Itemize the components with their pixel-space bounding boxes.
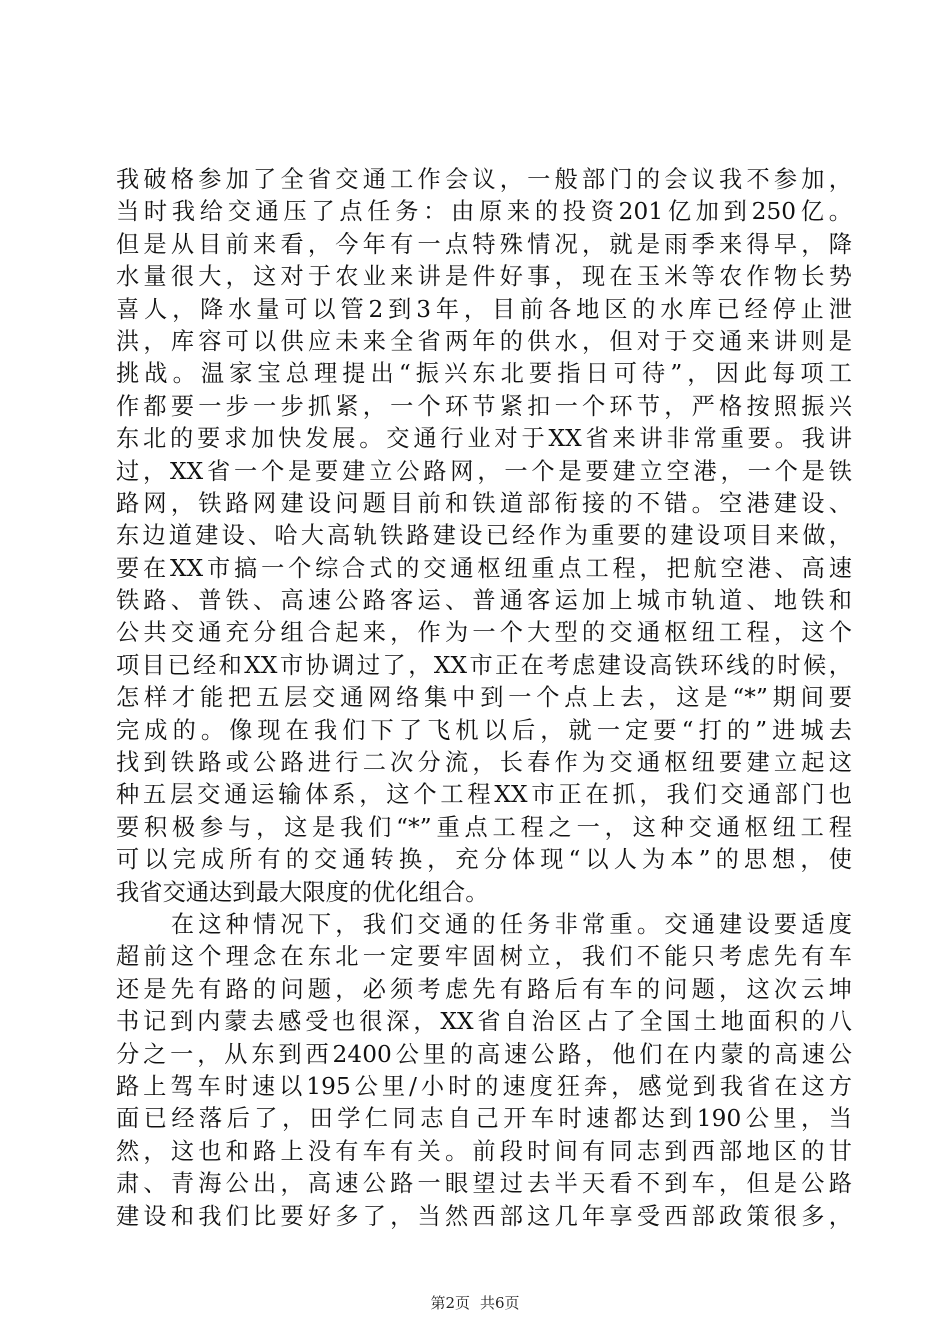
text-line: 建设和我们比要好多了，当然西部这几年享受西部政策很多，: [116, 1202, 852, 1230]
text-line: 作都要一步一步抓紧，一个环节紧扣一个环节，严格按照振兴: [116, 392, 852, 420]
text-line: 书记到内蒙去感受也很深，XX省自治区占了全国土地面积的八: [116, 1008, 852, 1036]
text-line: 公共交通充分组合起来，作为一个大型的交通枢纽工程，这个: [116, 619, 852, 647]
text-line: 喜人，降水量可以管2到3年，目前各地区的水库已经停止泄: [116, 295, 852, 323]
text-line: 分之一，从东到西2400公里的高速公路，他们在内蒙的高速公: [116, 1040, 852, 1068]
text-line: 铁路、普铁、高速公路客运、普通客运加上城市轨道、地铁和: [116, 587, 852, 615]
page-number: 第2页: [430, 1294, 470, 1312]
text-line: 超前这个理念在东北一定要牢固树立，我们不能只考虑先有车: [116, 943, 852, 971]
text-line: 种五层交通运输体系，这个工程XX市正在抓，我们交通部门也: [116, 781, 852, 809]
text-line: 过，XX省一个是要建立公路网，一个是要建立空港，一个是铁: [116, 457, 852, 485]
text-line: 找到铁路或公路进行二次分流，长春作为交通枢纽要建立起这: [116, 749, 852, 777]
text-line: 当时我给交通压了点任务：由原来的投资201亿加到250亿。: [116, 198, 852, 226]
body-text: [116, 164, 852, 1233]
text-line: 在这种情况下，我们交通的任务非常重。交通建设要适度: [116, 910, 852, 938]
page-footer: [0, 1292, 950, 1313]
text-line: 可以完成所有的交通转换，充分体现“以人为本”的思想，使: [116, 846, 852, 874]
text-line: 然，这也和路上没有车有关。前段时间有同志到西部地区的甘: [116, 1137, 852, 1165]
text-line: 要在XX市搞一个综合式的交通枢纽重点工程，把航空港、高速: [116, 554, 852, 582]
text-line: 项目已经和XX市协调过了，XX市正在考虑建设高铁环线的时候，: [116, 651, 852, 679]
text-line: 水量很大，这对于农业来讲是件好事，现在玉米等农作物长势: [116, 263, 852, 291]
text-line: 路上驾车时速以195公里/小时的速度狂奔，感觉到我省在这方: [116, 1072, 852, 1100]
text-line: 挑战。温家宝总理提出“振兴东北要指日可待”，因此每项工: [116, 360, 852, 388]
page-total: 共6页: [480, 1294, 520, 1312]
text-line: 还是先有路的问题，必须考虑先有路后有车的问题，这次云坤: [116, 975, 852, 1003]
text-line: 东边道建设、哈大高轨铁路建设已经作为重要的建设项目来做，: [116, 522, 852, 550]
text-line: 怎样才能把五层交通网络集中到一个点上去，这是“*”期间要: [116, 684, 852, 712]
text-line: 完成的。像现在我们下了飞机以后，就一定要“打的”进城去: [116, 716, 852, 744]
text-line: 我省交通达到最大限度的优化组合。: [116, 878, 489, 906]
text-line: 东北的要求加快发展。交通行业对于XX省来讲非常重要。我讲: [116, 425, 852, 453]
text-line: 但是从目前来看，今年有一点特殊情况，就是雨季来得早，降: [116, 230, 852, 258]
text-line: 我破格参加了全省交通工作会议，一般部门的会议我不参加，: [116, 166, 852, 193]
text-line: 要积极参与，这是我们“*”重点工程之一，这种交通枢纽工程: [116, 813, 852, 841]
text-line: 肃、青海公出，高速公路一眼望过去半天看不到车，但是公路: [116, 1170, 852, 1198]
text-line: 路网，铁路网建设问题目前和铁道部衔接的不错。空港建设、: [116, 489, 852, 517]
text-line: 洪，库容可以供应未来全省两年的供水，但对于交通来讲则是: [116, 327, 852, 355]
text-line: 面已经落后了，田学仁同志自己开车时速都达到190公里，当: [116, 1105, 852, 1133]
